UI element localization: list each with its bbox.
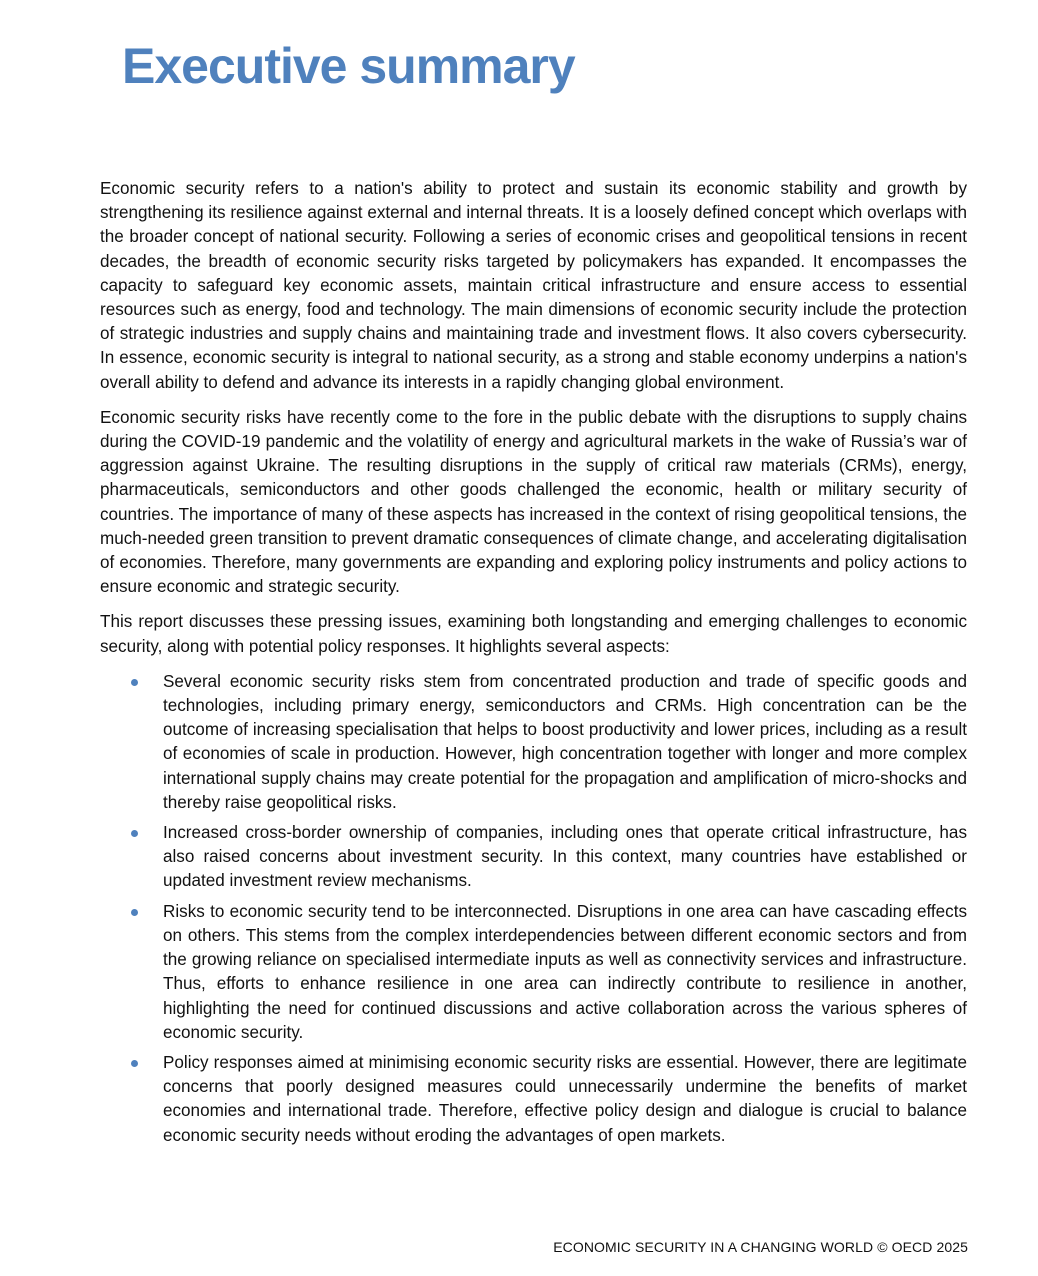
list-item xyxy=(100,1051,967,1148)
list-item-text: Risks to economic security tend to be interconnected. Disruptions in one area can have cascading effects on others. This stems from the complex interdependencies between different economic sectors and from the growing reliance on specialised intermediate inputs as well as connectivity services and infrastructure. Thus, efforts to enhance resilience in one area can indirectly contribute to resilience in another, highlighting the need for continued discussions and active collaboration across the various spheres of economic security. xyxy=(163,901,967,1042)
list-item-text: Increased cross-border ownership of companies, including ones that operate critical infrastructure, has also raised concerns about investment security. In this context, many countries have established or updated investment review mechanisms. xyxy=(163,823,967,891)
paragraph-context: Economic security risks have recently come to the fore in the public debate with the disruptions to supply chains during the COVID-19 pandemic and the volatility of energy and agricultural markets in the wake of Russia’s war of aggression against Ukraine. The resulting disruptions in the supply of critical raw materials (CRMs), energy, pharmaceuticals, semiconductors and other goods challenged the economic, health or military security of countries. The importance of many of these aspects has increased in the context of rising geopolitical tensions, the much-needed green transition to prevent dramatic consequences of climate change, and accelerating digitalisation of economies. Therefore, many governments are expanding and exploring policy instruments and policy actions to ensure economic and strategic security. xyxy=(100,407,967,597)
bullet-dot-icon xyxy=(131,1060,138,1067)
paragraph-report-scope: This report discusses these pressing issues, examining both longstanding and emerging challenges to economic security, along with potential policy responses. It highlights several aspects: xyxy=(100,612,967,656)
document-body xyxy=(100,177,967,1154)
list-item-text: Policy responses aimed at minimising economic security risks are essential. However, there are legitimate concerns that poorly designed measures could unnecessarily undermine the benefits of market economies and international trade. Therefore, effective policy design and dialogue is crucial to balance economic security needs without eroding the advantages of open markets. xyxy=(163,1052,967,1145)
paragraph-definition: Economic security refers to a nation's ability to protect and sustain its economic stability and growth by strengthening its resilience against external and internal threats. It is a loosely defined concept which overlaps with the broader concept of national security. Following a series of economic crises and geopolitical tensions in recent decades, the breadth of economic security risks targeted by policymakers has expanded. It encompasses the capacity to safeguard key economic assets, maintain critical infrastructure and ensure access to essential resources such as energy, food and technology. The main dimensions of economic security include the protection of strategic industries and supply chains and maintaining trade and investment flows. It also covers cybersecurity. In essence, economic security is integral to national security, as a strong and stable economy underpins a nation's overall ability to defend and advance its interests in a rapidly changing global environment. xyxy=(100,179,967,392)
bullet-dot-icon xyxy=(131,830,138,837)
page-title: Executive summary xyxy=(122,38,575,94)
list-item-text: Several economic security risks stem from concentrated production and trade of specific goods and technologies, including primary energy, semiconductors and CRMs. High concentration can be the outcome of increasing specialisation that helps to boost productivity and lower prices, including as a result of economies of scale in production. However, high concentration together with longer and more complex international supply chains may create potential for the propagation and amplification of micro-shocks and thereby raise geopolitical risks. xyxy=(163,671,967,812)
list-item xyxy=(100,821,967,894)
bullet-dot-icon xyxy=(131,909,138,916)
page-footer: ECONOMIC SECURITY IN A CHANGING WORLD © OECD 2025 xyxy=(553,1239,968,1255)
list-item xyxy=(100,900,967,1045)
highlights-list xyxy=(100,670,967,1148)
list-item xyxy=(100,670,967,815)
bullet-dot-icon xyxy=(131,679,138,686)
